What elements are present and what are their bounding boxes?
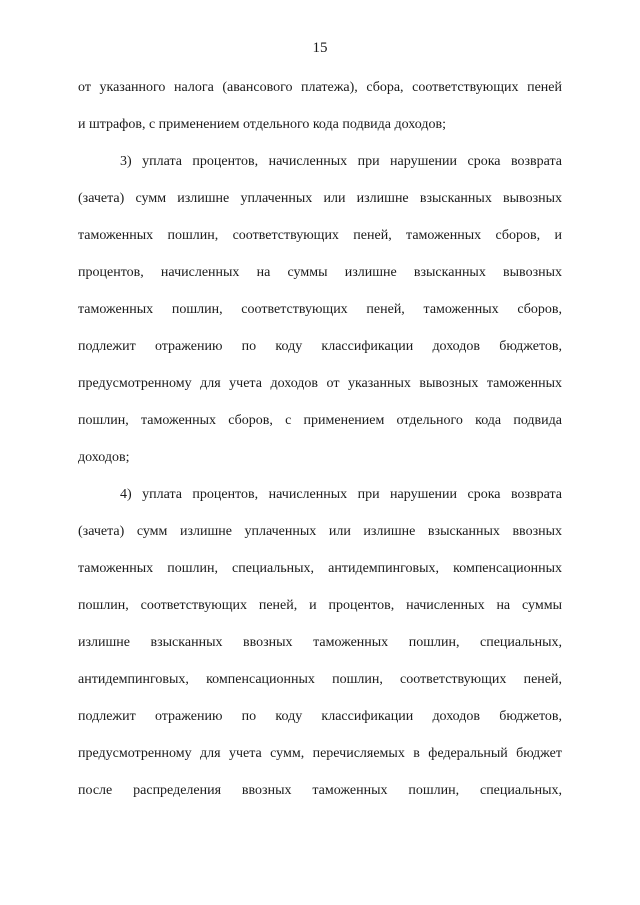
text-line: после распределения ввозных таможенных пошлин, специальных, [78, 783, 562, 798]
page-number: 15 [312, 40, 328, 56]
body-text [78, 78, 562, 818]
paragraph-3-first-line: 3) уплата процентов, начисленных при нарушении срока возврата [120, 154, 562, 169]
text-line: таможенных пошлин, специальных, антидемпинговых, компенсационных [78, 561, 562, 576]
text-line: (зачета) сумм излишне уплаченных или излишне взысканных ввозных [78, 524, 562, 539]
text-line: и штрафов, с применением отдельного кода подвида доходов; [78, 117, 446, 132]
text-line: пошлин, соответствующих пеней, и процентов, начисленных на суммы [78, 598, 562, 613]
text-line: подлежит отражению по коду классификации доходов бюджетов, [78, 339, 562, 354]
text-line: пошлин, таможенных сборов, с применением отдельного кода подвида [78, 413, 562, 428]
text-line: таможенных пошлин, соответствующих пеней, таможенных сборов, и [78, 228, 562, 243]
text-line: предусмотренному для учета сумм, перечисляемых в федеральный бюджет [78, 746, 562, 761]
text-line: процентов, начисленных на суммы излишне взысканных вывозных [78, 265, 562, 280]
text-line: от указанного налога (авансового платежа), сбора, соответствующих пеней [78, 80, 562, 95]
text-line: доходов; [78, 450, 130, 465]
text-line: (зачета) сумм излишне уплаченных или излишне взысканных вывозных [78, 191, 562, 206]
text-line: таможенных пошлин, соответствующих пеней, таможенных сборов, [78, 302, 562, 317]
text-line: подлежит отражению по коду классификации доходов бюджетов, [78, 709, 562, 724]
text-line: предусмотренному для учета доходов от указанных вывозных таможенных [78, 376, 562, 391]
text-line: антидемпинговых, компенсационных пошлин, соответствующих пеней, [78, 672, 562, 687]
paragraph-4-first-line: 4) уплата процентов, начисленных при нарушении срока возврата [120, 487, 562, 502]
text-line: излишне взысканных ввозных таможенных пошлин, специальных, [78, 635, 562, 650]
